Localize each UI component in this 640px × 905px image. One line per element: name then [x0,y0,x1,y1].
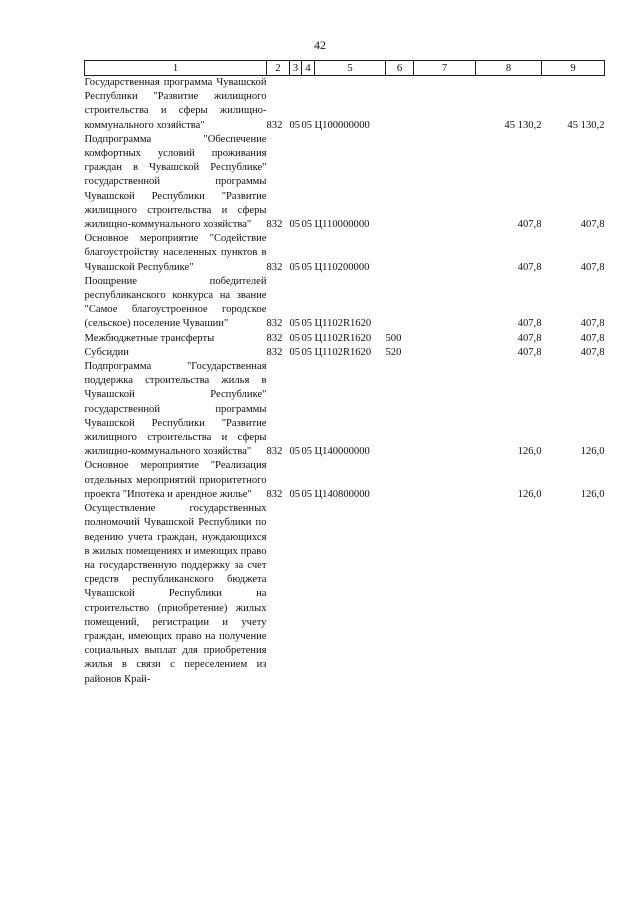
row-target-code: Ц110200000 [314,261,370,273]
header-cell-8: 8 [476,61,542,76]
row-target-code: Ц140800000 [314,488,370,500]
row-section-code: 05 [289,119,301,131]
header-cell-3: 3 [290,61,302,76]
row-section-code: 05 [289,488,301,500]
row-ministry-code [267,502,290,687]
row-expense-type [386,360,414,459]
row-amount-9: 407,8 [580,346,605,358]
row-target-code: Ц1102R1620 [314,346,372,358]
row-amount-8: 45 130,2 [504,119,542,131]
row-amount-9: 407,8 [580,332,605,344]
table-row [85,133,605,232]
row-target-code [315,502,386,687]
row-expense-type [386,76,414,133]
row-section-code: 05 [289,332,301,344]
table-row [85,232,605,275]
row-col7 [414,346,476,360]
header-cell-2: 2 [267,61,290,76]
row-name: Субсидии [84,346,129,358]
row-expense-type [386,502,414,687]
row-ministry-code: 832 [266,346,283,358]
row-expense-type: 500 [385,332,402,344]
header-cell-5: 5 [315,61,386,76]
row-section-code: 05 [289,446,301,458]
row-amount-9: 407,8 [580,219,605,231]
row-subsection-code: 05 [301,332,313,344]
row-amount-8 [476,502,542,687]
table-row [85,459,605,502]
table-row [85,346,605,360]
row-col7 [414,76,476,133]
row-name: Основное мероприятие "Реализация отдельных мероприятий приоритетного проекта "Ипотека и арендное жилье" [84,460,267,500]
row-amount-9: 126,0 [580,488,605,500]
row-amount-8: 407,8 [517,261,542,273]
row-expense-type [386,459,414,502]
row-subsection-code: 05 [301,318,313,330]
row-amount-9: 407,8 [580,261,605,273]
table-row [85,275,605,332]
row-target-code: Ц110000000 [314,219,370,231]
budget-table [84,60,605,687]
row-ministry-code: 832 [266,446,283,458]
row-section-code: 05 [289,318,301,330]
row-name: Государственная программа Чувашской Республики "Развитие жилищного строительства и сферы жилищно-коммунального хозяйства" [84,77,267,131]
page-number: 42 [314,38,326,52]
table-row [85,332,605,346]
table-header [85,61,605,76]
row-amount-9: 407,8 [580,318,605,330]
table-row [85,502,605,687]
row-subsection-code: 05 [301,488,313,500]
row-subsection-code: 05 [301,446,313,458]
row-amount-8: 126,0 [517,446,542,458]
row-section-code: 05 [289,219,301,231]
table-row [85,76,605,133]
row-section-code [290,502,302,687]
row-name: Осуществление государственных полномочий Чувашской Республики по ведению учета граждан, нуждающихся в жилых помещениях и имеющих право на государственную поддержку за счет средств республиканского бюджета Чувашской Республики на строительство (приобретение) жилых помещений, регистрации и учету граждан, имеющих право на получение социальных выплат для приобретения жилья в связи с переселением из районов Край- [84,503,267,685]
row-amount-8: 126,0 [517,488,542,500]
row-col7 [414,502,476,687]
row-ministry-code: 832 [266,488,283,500]
row-amount-8: 407,8 [517,332,542,344]
row-ministry-code: 832 [266,119,283,131]
row-expense-type: 520 [385,346,402,358]
row-target-code: Ц1102R1620 [314,332,372,344]
table-row [85,360,605,459]
row-col7 [414,360,476,459]
row-amount-8: 407,8 [517,318,542,330]
row-subsection-code: 05 [301,119,313,131]
row-col7 [414,232,476,275]
row-subsection-code: 05 [301,346,313,358]
header-cell-9: 9 [542,61,605,76]
row-name: Подпрограмма "Государственная поддержка строительства жилья в Чувашской Республике" государственной программы Чувашской Республики "Развитие жилищного строительства и сферы жилищно-коммунального хозяйства" [84,361,267,458]
row-amount-8: 407,8 [517,219,542,231]
header-cell-4: 4 [302,61,315,76]
row-expense-type [386,232,414,275]
row-subsection-code: 05 [301,261,313,273]
row-name: Основное мероприятие "Содействие благоустройству населенных пунктов в Чувашской Республике" [84,233,267,273]
header-cell-6: 6 [386,61,414,76]
header-cell-7: 7 [414,61,476,76]
row-ministry-code: 832 [266,332,283,344]
row-col7 [414,133,476,232]
row-col7 [414,275,476,332]
row-name: Подпрограмма "Обеспечение комфортных условий проживания граждан в Чувашской Республике" государственной программы Чувашской Республики "Развитие жилищного строительства и сферы жилищно-коммунального хозяйства" [84,133,267,231]
row-name: Поощрение победителей республиканского конкурса на звание "Самое благоустроенное городское (сельское) поселение Чувашии" [84,275,267,330]
row-amount-9 [542,502,605,687]
row-expense-type [386,133,414,232]
row-ministry-code: 832 [266,261,283,273]
header-cell-1: 1 [85,61,267,76]
row-target-code: Ц100000000 [314,119,370,131]
row-subsection-code: 05 [301,219,313,231]
row-name: Межбюджетные трансферты [84,332,215,344]
row-expense-type [386,275,414,332]
row-col7 [414,459,476,502]
row-section-code: 05 [289,346,301,358]
row-amount-8: 407,8 [517,346,542,358]
row-ministry-code: 832 [266,318,283,330]
row-subsection-code [302,502,315,687]
row-amount-9: 126,0 [580,446,605,458]
row-target-code: Ц1102R1620 [314,318,372,330]
row-section-code: 05 [289,261,301,273]
row-col7 [414,332,476,346]
row-amount-9: 45 130,2 [567,119,605,131]
row-target-code: Ц140000000 [314,446,370,458]
row-ministry-code: 832 [266,219,283,231]
